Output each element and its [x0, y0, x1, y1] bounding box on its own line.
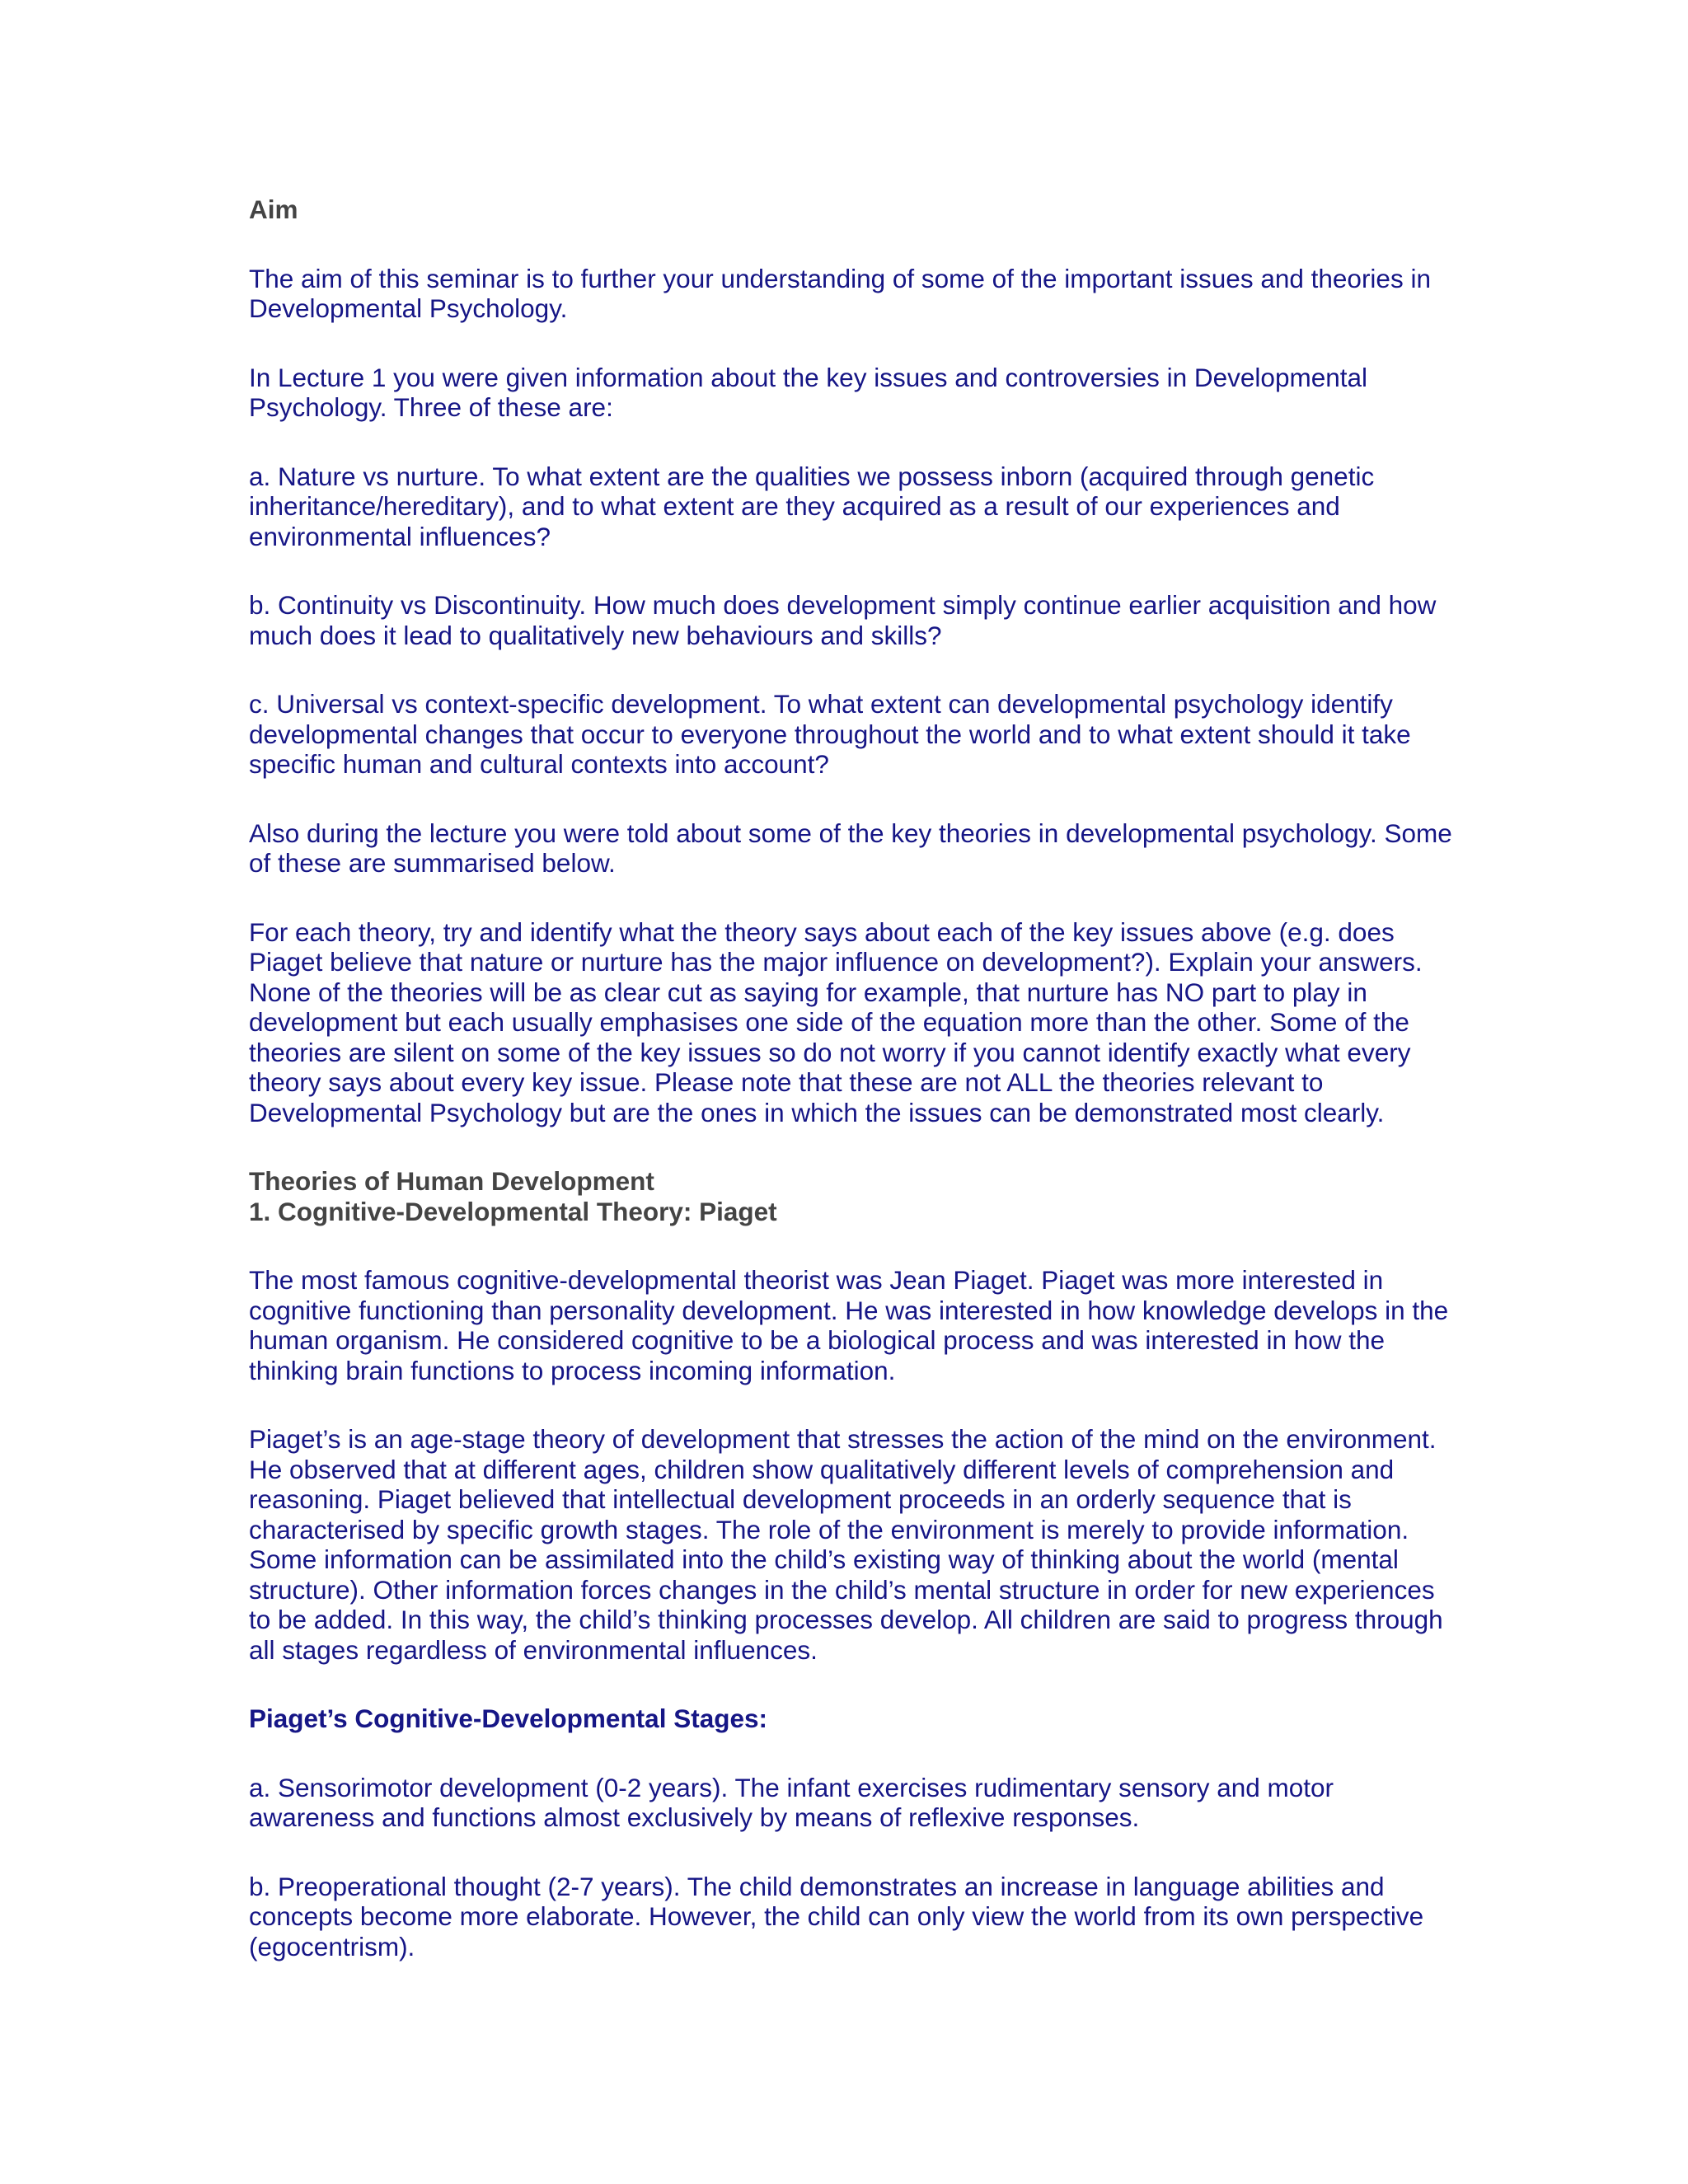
- stage-sensorimotor: a. Sensorimotor development (0-2 years). The infant exercises rudimentary sensory and motor awareness and functions almost exclusively by means of reflexive responses.: [249, 1772, 1334, 1832]
- aim-paragraph: The aim of this seminar is to further your understanding of some of the important issues and theories in Developmental Psychology.: [249, 263, 1431, 323]
- theories-heading: Theories of Human Development: [249, 1166, 654, 1196]
- theory1-heading: 1. Cognitive-Developmental Theory: Piaget: [249, 1196, 777, 1226]
- issue-continuity: b. Continuity vs Discontinuity. How much does development simply continue earlier acquisition and how much does it lead to qualitatively new behaviours and skills?: [249, 590, 1437, 650]
- issue-nature-nurture: a. Nature vs nurture. To what extent are the qualities we possess inborn (acquired through genetic inheritance/hereditary), and to what extent are they acquired as a result of our experiences and environmental influences?: [249, 461, 1375, 551]
- aim-heading: Aim: [249, 194, 298, 224]
- document-page: [249, 194, 1452, 1961]
- lecture-paragraph: In Lecture 1 you were given information about the key issues and controversies in Developmental Psychology. Three of these are:: [249, 362, 1368, 422]
- instructions-paragraph: For each theory, try and identify what the theory says about each of the key issues above (e.g. does Piaget believe that nature or nurture has the major influence on development?). Explain your answers. None of the theories will be as clear cut as saying for example, that nurture has NO part to play in development but each usually emphasises one side of the equation more than the other. Some of the theories are silent on some of the key issues so do not worry if you cannot identify exactly what every theory says about every key issue. Please note that these are not ALL the theories relevant to Developmental Psychology but are the ones in which the issues can be demonstrated most clearly.: [249, 916, 1423, 1127]
- piaget-paragraph-2: Piaget’s is an age-stage theory of development that stresses the action of the mind on the environment. He observed that at different ages, children show qualitatively different levels of comprehension and reasoning. Piaget believed that intellectual development proceeds in an orderly sequence that is characterised by specific growth stages. The role of the environment is merely to provide information. Some information can be assimilated into the child’s existing way of thinking about the world (mental structure). Other information forces changes in the child’s mental structure in order for new experiences to be added. In this way, the child’s thinking processes develop. All children are said to progress through all stages regardless of environmental influences.: [249, 1424, 1443, 1665]
- stages-heading: Piaget’s Cognitive-Developmental Stages:: [249, 1704, 767, 1733]
- theories-intro-paragraph: Also during the lecture you were told about some of the key theories in developmental psychology. Some of these are summarised below.: [249, 818, 1452, 878]
- stage-preoperational: b. Preoperational thought (2-7 years). The child demonstrates an increase in language abilities and concepts become more elaborate. However, the child can only view the world from its own perspective (egocentrism).: [249, 1871, 1424, 1961]
- issue-universal: c. Universal vs context-specific development. To what extent can developmental psychology identify developmental changes that occur to everyone throughout the world and to what extent should it take specific human and cultural contexts into account?: [249, 689, 1411, 779]
- piaget-paragraph-1: The most famous cognitive-developmental theorist was Jean Piaget. Piaget was more interested in cognitive functioning than personality development. He was interested in how knowledge develops in the human organism. He considered cognitive to be a biological process and was interested in how the thinking brain functions to process incoming information.: [249, 1265, 1449, 1385]
